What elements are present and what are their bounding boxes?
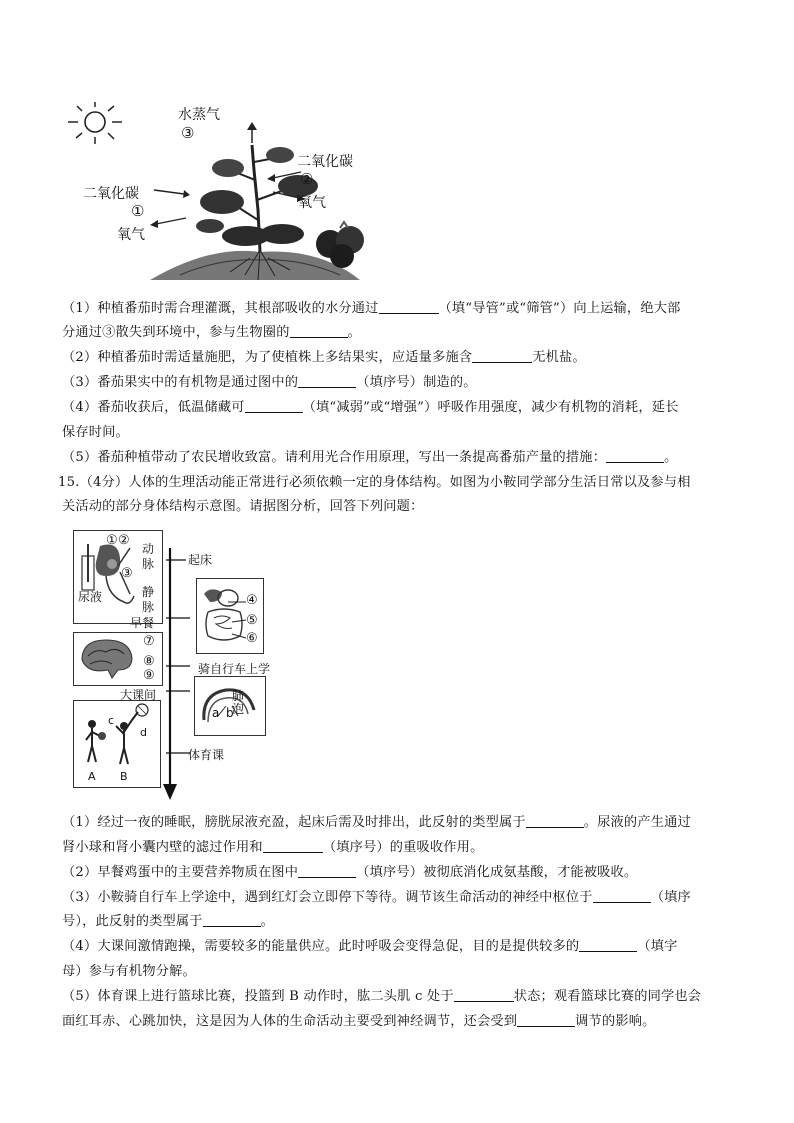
label-person-b: B <box>120 770 128 783</box>
q14-line-2: 分通过③散失到环境中，参与生物圈的 。 <box>62 325 361 340</box>
brain-num-8: ⑧ <box>143 654 155 669</box>
answer-blank[interactable] <box>298 863 356 878</box>
q15-line-1: （1）经过一夜的睡眠，膀胱尿液充盈，起床后需及时排出，此反射的类型属于 。尿液的产生通过 <box>62 815 691 830</box>
q15-intro-2: 关活动的部分身体结构示意图。请据图分析，回答下列问题： <box>62 499 424 514</box>
digestive-num-6: ⑥ <box>246 631 258 646</box>
q15-line-7: 母）参与有机物分解。 <box>62 964 196 979</box>
q15-line-4: （3）小鞍骑自行车上学途中，遇到红灯会立即停下等待。调节该生命活动的神经中枢位于 （填序 <box>62 890 691 905</box>
label-o2-right: 氧气 <box>298 195 326 211</box>
digestive-num-4: ④ <box>246 593 258 608</box>
brain-illustration <box>78 636 140 680</box>
brain-num-7: ⑦ <box>143 634 155 649</box>
q14-line-6: 保存时间。 <box>62 425 129 440</box>
label-urine: 尿液 <box>78 590 103 604</box>
timeline-breakfast: 早餐 <box>130 616 155 630</box>
answer-blank[interactable] <box>454 987 514 1002</box>
answer-blank[interactable] <box>298 373 356 388</box>
answer-blank[interactable] <box>593 888 651 903</box>
label-num-3: ③ <box>181 124 195 142</box>
label-co2-left: 二氧化碳 <box>83 186 139 202</box>
label-num-1: ① <box>131 202 145 220</box>
q15-intro-1: 15.（4分）人体的生理活动能正常进行必须依赖一定的身体结构。如图为小鞍同学部分生活日常以及参与相 <box>58 475 691 490</box>
q14-line-4: （3）番茄果实中的有机物是通过图中的 （填序号）制造的。 <box>62 375 477 390</box>
answer-blank[interactable] <box>379 299 439 314</box>
digestive-num-5: ⑤ <box>246 613 258 628</box>
label-vein: 静脉 <box>142 585 155 614</box>
answer-blank[interactable] <box>245 398 303 413</box>
timeline-arrow <box>160 548 180 804</box>
timeline-getup: 起床 <box>188 553 213 567</box>
answer-blank[interactable] <box>263 838 323 853</box>
digestive-pointers <box>228 600 248 640</box>
kidney-num-3: ③ <box>121 566 133 581</box>
timeline-bike: 骑自行车上学 <box>198 662 271 676</box>
q15-line-8: （5）体育课上进行篮球比赛，投篮到 B 动作时，肱二头肌 c 处于 状态；观看篮球比赛的同学也会 <box>62 989 702 1004</box>
arrows-left <box>150 180 190 240</box>
q14-line-5: （4）番茄收获后，低温储藏可 （填“减弱”或“增强”）呼吸作用强度，减少有机物的消耗，延长 <box>62 400 679 415</box>
q15-line-5: 号），此反射的类型属于 。 <box>62 914 275 929</box>
label-lung-a: a <box>212 706 220 720</box>
answer-blank[interactable] <box>290 323 348 338</box>
q14-line-3: （2）种植番茄时需适量施肥，为了使植株上多结果实，应适量多施含 无机盐。 <box>62 350 586 365</box>
label-water-vapour: 水蒸气 <box>178 107 220 123</box>
label-co2-right: 二氧化碳 <box>297 154 353 170</box>
q14-line-1: （1）种植番茄时需合理灌溉，其根部吸收的水分通过 （填“导管”或“筛管”）向上运输，绝大部 <box>62 301 681 316</box>
lung-illustration <box>198 680 260 730</box>
kidney-num-1: ② <box>118 533 130 548</box>
answer-blank[interactable] <box>517 1012 575 1027</box>
kidney-num-2: ① <box>106 533 118 548</box>
answer-blank[interactable] <box>203 912 261 927</box>
q14-line-7: （5）番茄种植带动了农民增收致富。请利用光合作用原理，写出一条提高番茄产量的措施： 。 <box>62 450 678 465</box>
answer-blank[interactable] <box>472 348 532 363</box>
sun-icon <box>62 100 128 146</box>
tomato-fruit-illustration <box>312 220 372 270</box>
q15-line-6: （4）大课间激情跑操，需要较多的能量供应。此时呼吸会变得急促，目的是提供较多的 （填字 <box>62 939 678 954</box>
label-o2-left: 氧气 <box>117 227 145 243</box>
answer-blank[interactable] <box>606 448 664 463</box>
label-person-a: A <box>88 770 96 783</box>
label-lung: 肺泡 <box>232 689 245 716</box>
answer-blank[interactable] <box>526 813 584 828</box>
brain-num-9: ⑨ <box>143 668 155 683</box>
timeline-break: 大课间 <box>120 688 157 702</box>
q15-line-9: 面红耳赤、心跳加快，这是因为人体的生命活动主要受到神经调节，还会受到 调节的影响。 <box>62 1014 656 1029</box>
q15-line-3: （2）早餐鸡蛋中的主要营养物质在图中 （填序号）被彻底消化成氨基酸，才能被吸收。 <box>62 865 638 880</box>
label-lung-b: b <box>226 706 234 720</box>
answer-blank[interactable] <box>579 937 637 952</box>
label-num-2: ② <box>300 170 314 188</box>
label-artery: 动脉 <box>142 542 155 571</box>
q15-line-2: 肾小球和肾小囊内壁的滤过作用和 （填序号）的重吸收作用。 <box>62 840 484 855</box>
label-arm-d: d <box>140 726 147 739</box>
timeline-pe: 体育课 <box>188 748 225 762</box>
label-arm-c: c <box>108 714 115 727</box>
